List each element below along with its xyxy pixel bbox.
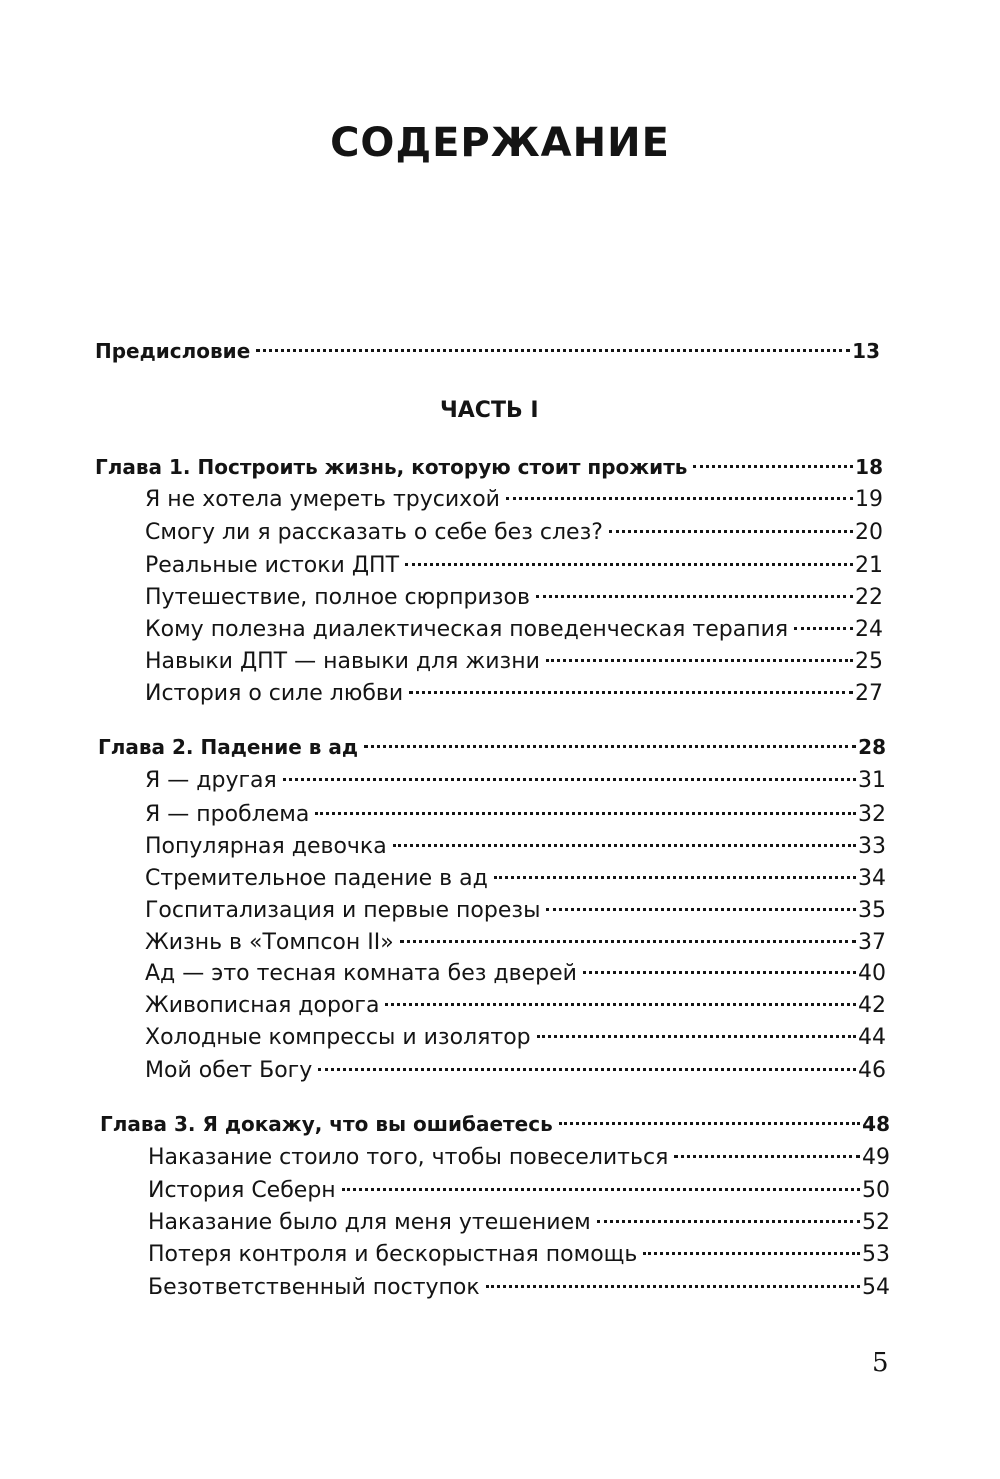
toc-entry-title: Живописная дорога [145, 993, 380, 1018]
dot-leader [597, 1220, 860, 1223]
toc-chapter-entry [95, 452, 883, 482]
toc-entry-title: Я не хотела умереть трусихой [145, 487, 500, 512]
dot-leader [409, 691, 853, 694]
toc-entry-page: 18 [855, 455, 883, 479]
toc-entry-title: Мой обет Богу [145, 1058, 313, 1083]
toc-entry-page: 46 [858, 1058, 886, 1083]
toc-entry-title: История о силе любви [145, 681, 404, 706]
toc-entry-page: 20 [855, 520, 883, 545]
toc-section-entry [145, 583, 883, 613]
toc-entry-page: 53 [862, 1242, 890, 1267]
toc-entry-page: 34 [858, 866, 886, 891]
dot-leader [256, 349, 850, 352]
toc-entry-title: Реальные истоки ДПТ [145, 553, 400, 578]
toc-entry-page: 42 [858, 993, 886, 1018]
toc-section-entry [145, 551, 883, 581]
toc-entry-page: 50 [862, 1178, 890, 1203]
toc-entry-title: Потеря контроля и бескорыстная помощь [148, 1242, 638, 1267]
toc-entry-page: 13 [852, 339, 880, 363]
toc-section-entry [145, 766, 886, 796]
dot-leader [536, 595, 853, 598]
dot-leader [318, 1068, 856, 1071]
toc-entry-page: 44 [858, 1025, 886, 1050]
toc-entry-title: Смогу ли я рассказать о себе без слез? [145, 520, 603, 545]
toc-entry-title: Глава 3. Я докажу, что вы ошибаетесь [100, 1112, 553, 1136]
toc-entry-page: 35 [858, 898, 886, 923]
dot-leader [674, 1155, 860, 1158]
toc-chapter-entry [98, 732, 886, 762]
dot-leader [283, 778, 856, 781]
toc-section-entry [148, 1176, 890, 1206]
toc-section-entry [148, 1273, 890, 1303]
dot-leader [546, 908, 856, 911]
toc-section-entry [145, 1023, 886, 1053]
toc-entry-page: 33 [858, 834, 886, 859]
toc-section-entry [145, 518, 883, 548]
toc-entry-title: Наказание было для меня утешением [148, 1210, 591, 1235]
dot-leader [364, 745, 856, 748]
toc-chapter-entry [100, 1109, 890, 1139]
dot-leader [400, 940, 856, 943]
dot-leader [486, 1285, 860, 1288]
toc-entry-page: 52 [862, 1210, 890, 1235]
toc-section-entry [145, 615, 883, 645]
toc-entry-title: Безответственный поступок [148, 1275, 480, 1300]
toc-entry-title: Стремительное падение в ад [145, 866, 488, 891]
toc-entry-page: 49 [862, 1145, 890, 1170]
toc-entry-page: 25 [855, 649, 883, 674]
dot-leader [342, 1188, 860, 1191]
toc-section-entry [145, 647, 883, 677]
toc-entry-title: Жизнь в «Томпсон II» [145, 930, 394, 955]
toc-entry-page: 31 [858, 768, 886, 793]
toc-entry-page: 48 [862, 1112, 890, 1136]
toc-section-entry [145, 679, 883, 709]
toc-entry-title: Кому полезна диалектическая поведенческая терапия [145, 617, 789, 642]
toc-section-entry [145, 864, 886, 894]
toc-section-entry [148, 1143, 890, 1173]
toc-section-entry [145, 1056, 886, 1086]
toc-entry-page: 40 [858, 961, 886, 986]
toc-section-entry [145, 959, 886, 989]
toc-entry-title: Наказание стоило того, чтобы повеселиться [148, 1145, 669, 1170]
dot-leader [546, 659, 853, 662]
toc-entry-title: Глава 2. Падение в ад [98, 735, 359, 759]
toc-section-entry [145, 485, 883, 515]
toc-section-entry [148, 1208, 890, 1238]
toc-section-entry [145, 800, 886, 830]
toc-entry-page: 27 [855, 681, 883, 706]
part-heading: ЧАСТЬ I [440, 398, 539, 423]
toc-section-entry [145, 832, 886, 862]
dot-leader [393, 844, 856, 847]
dot-leader [583, 971, 856, 974]
dot-leader [405, 563, 853, 566]
toc-entry-page: 24 [855, 617, 883, 642]
page-title: СОДЕРЖАНИЕ [330, 120, 670, 166]
toc-entry-page: 28 [858, 735, 886, 759]
toc-section-entry [148, 1240, 890, 1270]
toc-chapter-entry [95, 336, 880, 366]
toc-entry-page: 19 [855, 487, 883, 512]
toc-entry-page: 21 [855, 553, 883, 578]
dot-leader [609, 530, 853, 533]
toc-section-entry [145, 991, 886, 1021]
dot-leader [693, 465, 853, 468]
toc-entry-page: 32 [858, 802, 886, 827]
dot-leader [559, 1122, 860, 1125]
toc-entry-page: 37 [858, 930, 886, 955]
toc-entry-page: 54 [862, 1275, 890, 1300]
toc-entry-title: Популярная девочка [145, 834, 387, 859]
toc-entry-title: Я — проблема [145, 802, 310, 827]
toc-entry-title: Путешествие, полное сюрпризов [145, 585, 530, 610]
toc-entry-title: Глава 1. Построить жизнь, которую стоит прожить [95, 455, 688, 479]
dot-leader [643, 1252, 860, 1255]
toc-entry-title: Ад — это тесная комната без дверей [145, 961, 577, 986]
toc-entry-title: Холодные компрессы и изолятор [145, 1025, 531, 1050]
dot-leader [315, 812, 856, 815]
dot-leader [794, 627, 853, 630]
toc-entry-title: Я — другая [145, 768, 277, 793]
dot-leader [506, 497, 853, 500]
dot-leader [537, 1035, 856, 1038]
dot-leader [385, 1003, 856, 1006]
page-number: 5 [872, 1348, 889, 1378]
dot-leader [494, 876, 856, 879]
toc-section-entry [145, 896, 886, 926]
toc-entry-title: История Себерн [148, 1178, 336, 1203]
toc-entry-page: 22 [855, 585, 883, 610]
toc-entry-title: Госпитализация и первые порезы [145, 898, 541, 923]
toc-entry-title: Навыки ДПТ — навыки для жизни [145, 649, 540, 674]
toc-entry-title: Предисловие [95, 339, 251, 363]
toc-section-entry [145, 928, 886, 958]
